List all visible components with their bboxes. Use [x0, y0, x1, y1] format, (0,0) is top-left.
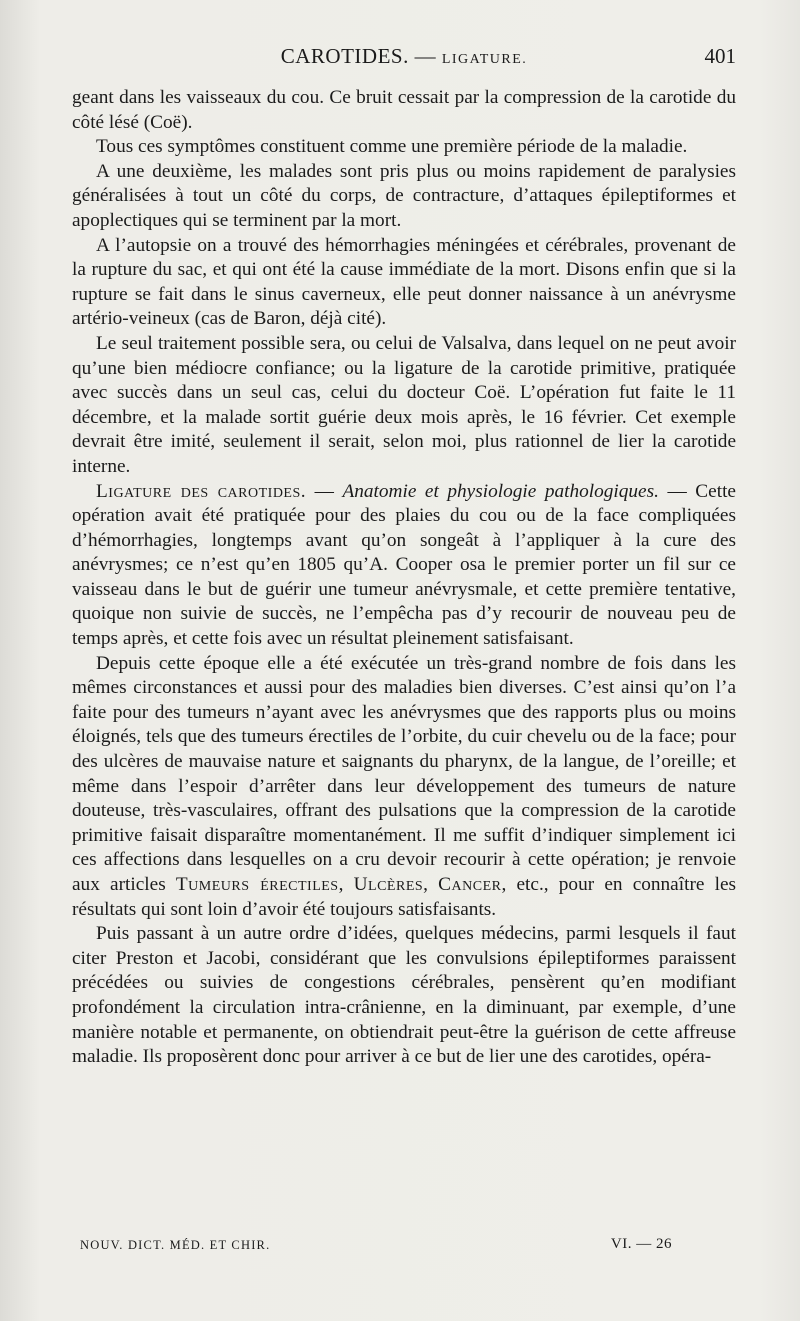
paragraph-6 [72, 480, 736, 652]
running-head [72, 44, 736, 74]
paragraph-7 [72, 652, 736, 923]
page-footer [80, 1238, 672, 1258]
paragraph-1: geant dans les vaisseaux du cou. Ce bruit cessait par la compression de la carotide du côté lésé (Coë). [72, 87, 736, 133]
paragraph-7-text-b: , etc., pour en connaître les résultats qui sont loin d’avoir été toujours satisfaisants. [72, 874, 737, 920]
paragraph-8: Puis passant à un autre ordre d’idées, quelques médecins, parmi lesquels il faut citer Preston et Jacobi, considérant que les convulsions épileptiformes paraissent précédées ou suivies de congestions cérébrales, pensèrent qu’en modifiant profondément la circulation intra-crânienne, en la diminuant, par exemple, d’une manière notable et permanente, on obtiendrait peut-être la guérison de cette affreuse maladie. Ils proposèrent donc pour arriver à ce but de lier une des carotides, opéra- [72, 923, 736, 1068]
article-ref-cancer: Cancer [438, 874, 502, 895]
paragraph-4: A l’autopsie on a trouvé des hémorrhagies méningées et cérébrales, provenant de la rupture du sac, et qui ont été la cause immédiate de la mort. Disons enfin que si la rupture se fait dans le sinus caverneux, elle peut donner naissance à un anévrysme artério-veineux (cas de Baron, déjà cité). [72, 234, 736, 330]
separator: , [338, 874, 354, 895]
running-title-sub: LIGATURE. [441, 52, 528, 67]
section-subheading: Anatomie et physiologie pathologiques. [342, 480, 659, 502]
paragraph-6-text: — Cette opération avait été pratiquée pour des plaies du cou ou de la face compliquées d’hémorrhagies, longtemps avant qu’on songeât à l’appliquer à la cure des anévrysmes; ce n’est qu’en 1805 qu’A. Cooper osa le premier porter un fil sur ce vaisseau dans le but de guérir une tumeur anévrysmale, et cette première tentative, quoique non suivie de succès, ne l’empêcha pas d’y recourir de nouveau peu de temps après, et cette fois avec un résultat pleinement satisfaisant. [72, 480, 736, 650]
running-title-main: CAROTIDES. — [280, 44, 437, 68]
footer-signature: NOUV. DICT. MÉD. ET CHIR. [80, 1238, 271, 1252]
paragraph-2: Tous ces symptômes constituent comme une première période de la maladie. [96, 136, 688, 158]
paragraph-7-text-a: Depuis cette époque elle a été exécutée un très-grand nombre de fois dans les mêmes circonstances et aussi pour des maladies bien diverses. C’est ainsi qu’on l’a faite pour des tumeurs n’ayant avec les anévrysmes que des rapports plus ou moins éloignés, tels que des tumeurs érectiles de l’orbite, du cuir chevelu ou de la face; pour des ulcères de mauvaise nature et saignants du pharynx, de la langue, de l’oreille; et même dans l’espoir d’arrêter dans leur développement des tumeurs de nature douteuse, très-vasculaires, offrant des pulsations que la compression de la carotide primitive faisait disparaître momentanément. Il me suffit d’indiquer simplement ici ces affections dans lesquelles on a cru devoir recourir à cette opération; je renvoie aux articles [72, 652, 736, 895]
article-ref-ulceres: Ulcères [353, 874, 424, 895]
section-dash: — [306, 480, 343, 502]
paragraph-5: Le seul traitement possible sera, ou celui de Valsalva, dans lequel on ne peut avoir qu’une bien médiocre confiance; ou la ligature de la carotide primitive, pratiquée avec succès dans un seul cas, celui du docteur Coë. L’opération fut faite le 11 décembre, et la malade sortit guérie deux mois après, le 16 février. Cet exemple devrait être imité, seulement il serait, selon moi, plus rationnel de lier la carotide interne. [72, 332, 736, 477]
footer-volume: VI. — 26 [610, 1236, 672, 1252]
running-title [72, 44, 736, 69]
paragraph-3: A une deuxième, les malades sont pris plus ou moins rapidement de paralysies généralisées à tout un côté du corps, de contracture, d’attaques épileptiformes et apoplectiques qui se terminent par la mort. [72, 160, 736, 231]
body-text [72, 86, 736, 1070]
article-ref-tumeurs: Tumeurs érectiles [175, 874, 339, 895]
section-heading: Ligature des carotides. [96, 480, 307, 502]
separator: , [423, 874, 439, 895]
page-number: 401 [704, 44, 736, 68]
